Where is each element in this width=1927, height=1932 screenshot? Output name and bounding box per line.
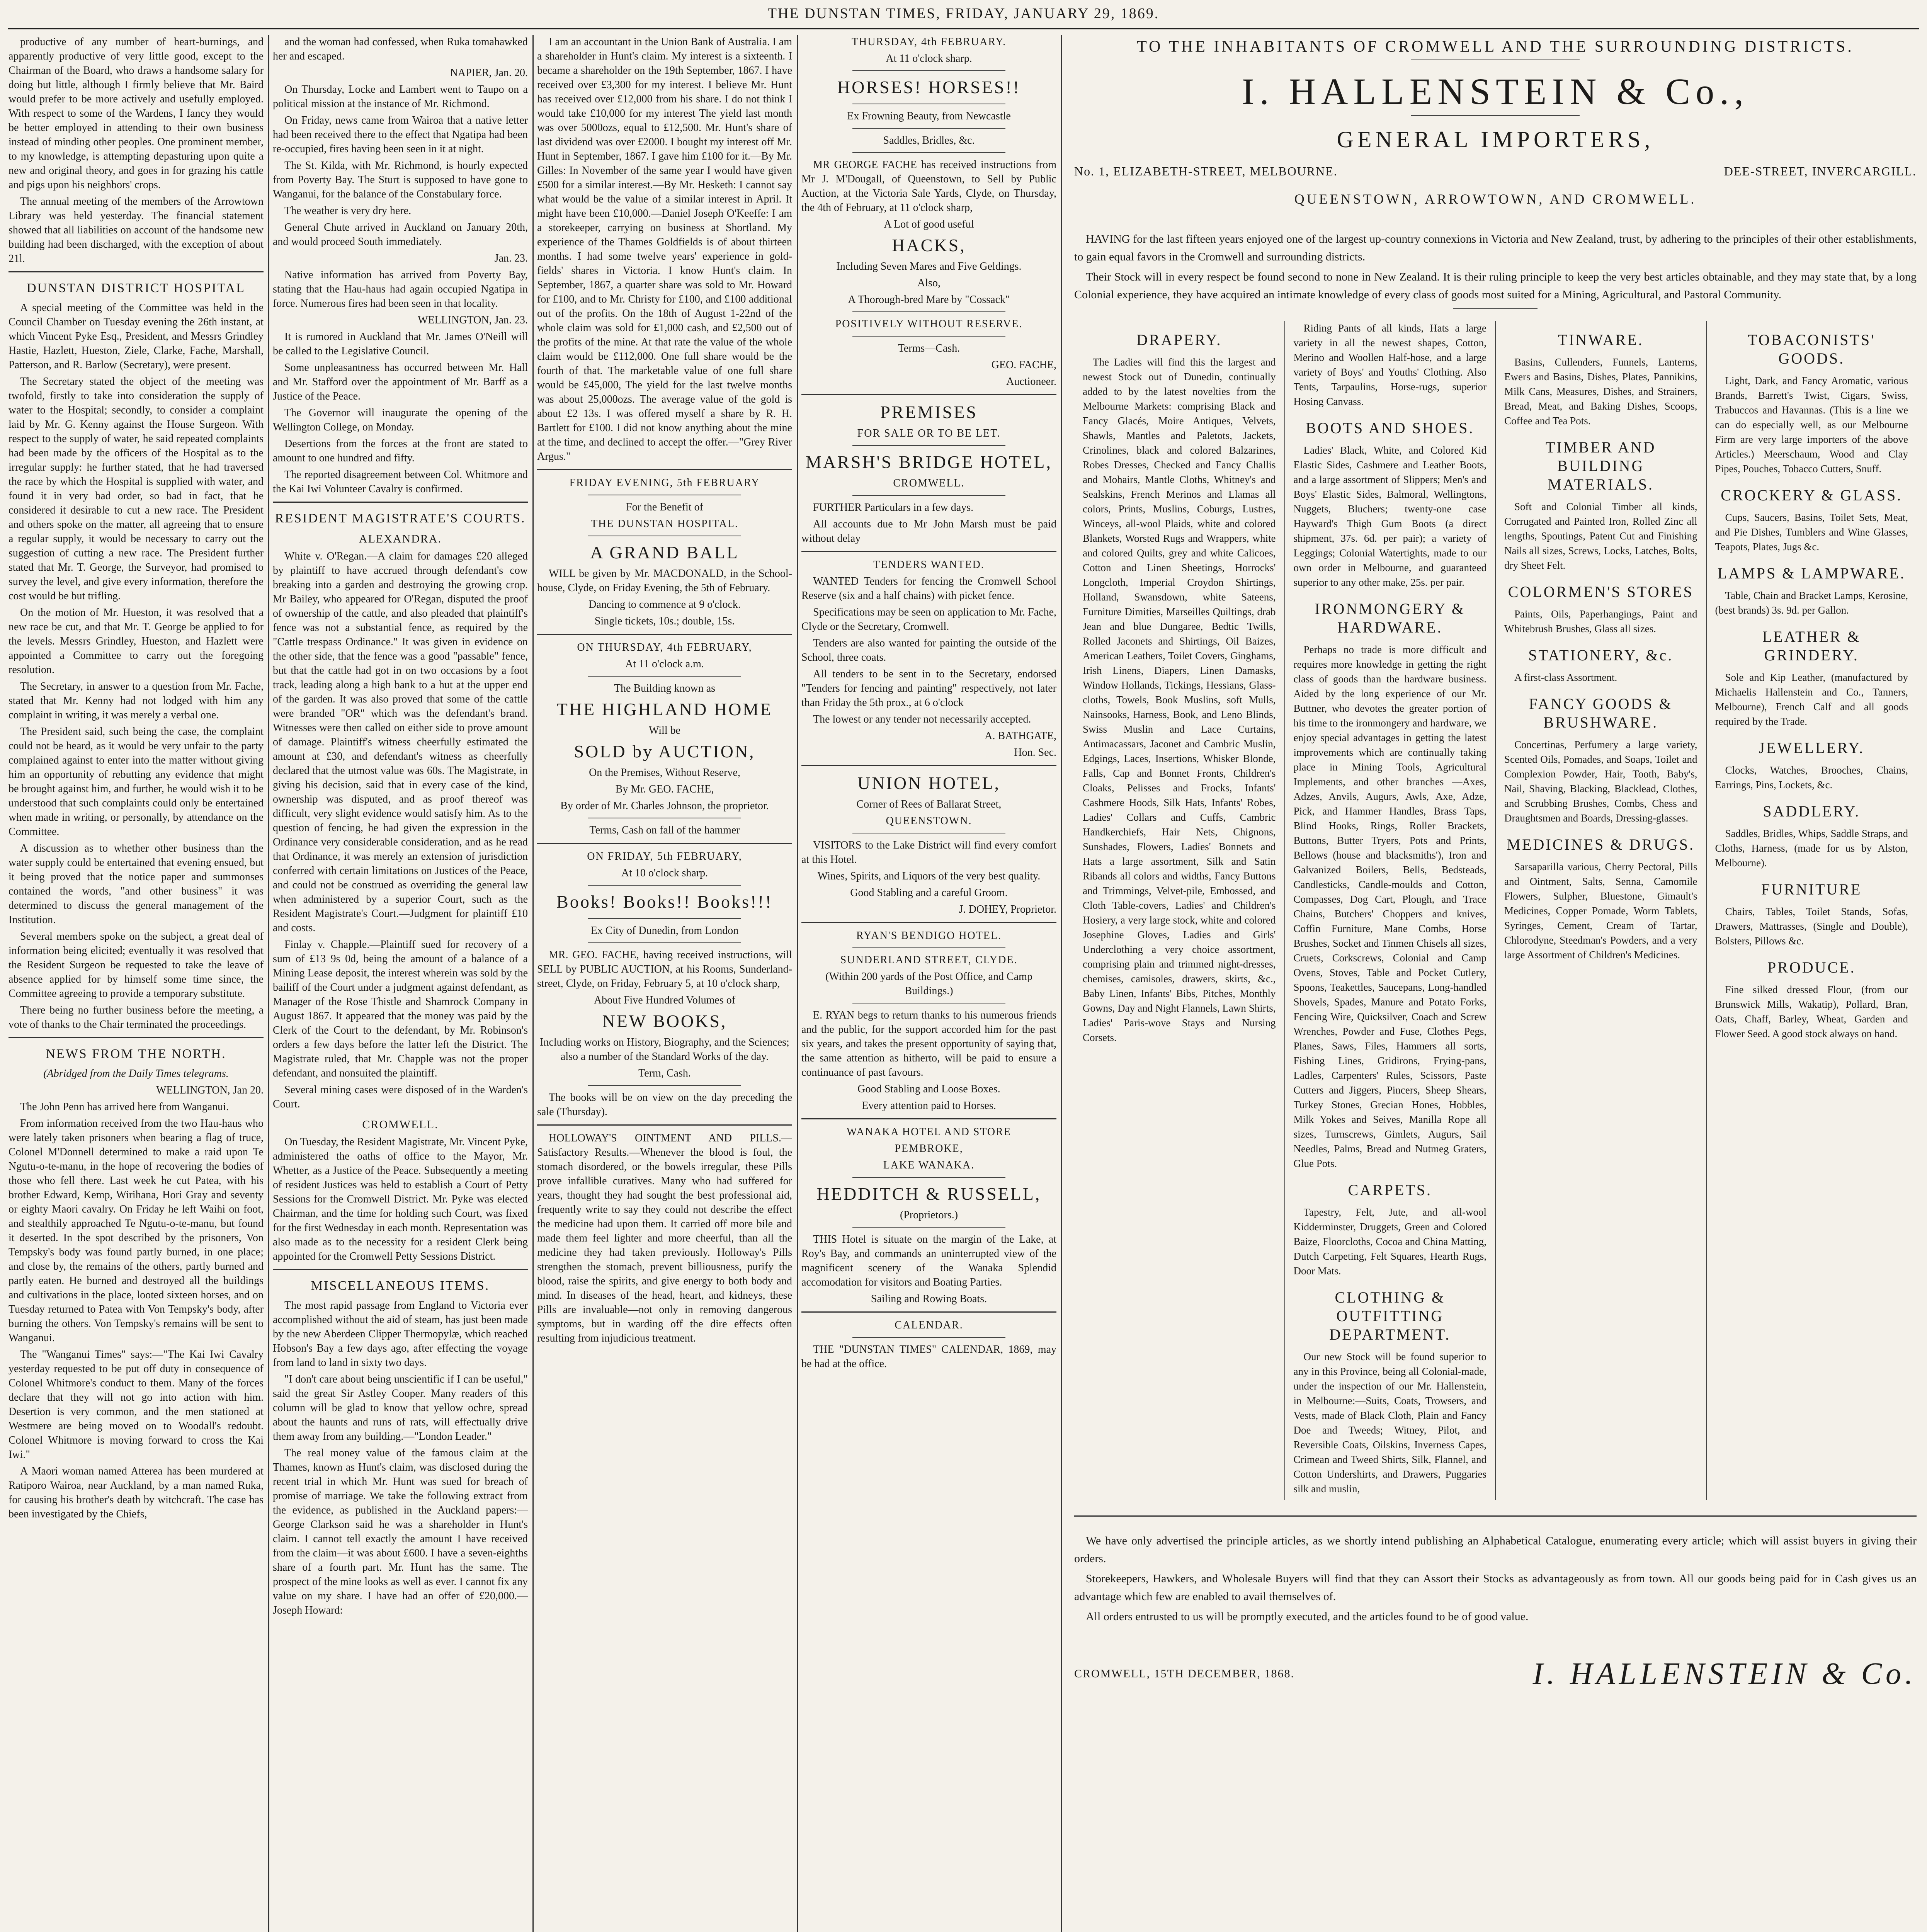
category-text: Saddles, Bridles, Whips, Saddle Straps, and Cloths, Harness, (made for us by Alston, Melbourne). xyxy=(1715,828,1908,869)
notice-line: (Proprietors.) xyxy=(900,1209,958,1221)
notice-body: VISITORS to the Lake District will find every comfort at this Hotel. xyxy=(801,839,1056,866)
notice-line: Ex City of Dunedin, from London xyxy=(590,925,739,937)
divider xyxy=(852,311,1005,312)
category-heading: BOOTS AND SHOES. xyxy=(1306,419,1475,437)
advert-intro: Their Stock will in every respect be found second to none in New Zealand. It is their ruling principle to keep the very best articles obtainable, and they may state that, by a long Colonial experience, they have acquired an intimate knowledge of every class of goods most suited for a Mining, Agricultural, and Pastoral Community. xyxy=(1074,270,1917,301)
notice-signature: GEO. FACHE, xyxy=(991,359,1056,371)
section-title-north: NEWS FROM THE NORTH. xyxy=(46,1047,226,1061)
article-paragraph: On the motion of Mr. Hueston, it was resolved that a new race be cut, and that Mr. T. George be applied to for the levels. Messrs Grindley, Hueston, and Hazlett were appointed a Committee to carry out the foregoing resolution. xyxy=(9,607,264,676)
divider xyxy=(852,1177,1005,1178)
category-text: Sole and Kip Leather, (manufactured by Michaelis Hallenstein and Co., Tanners, Melbourne), French Calf and all goods required by the Trade. xyxy=(1715,672,1908,727)
divider xyxy=(588,918,741,919)
notice-body: E. RYAN begs to return thanks to his numerous friends and the public, for the support accorded him for the past six years, and takes the present opportunity of saying that, the same attention as hitherto, will be paid to ensure a continuance of past favours. xyxy=(801,1009,1056,1078)
notice-title: SOLD by AUCTION, xyxy=(574,742,755,761)
column-rule xyxy=(532,35,534,1932)
category-text: Clocks, Watches, Brooches, Chains, Earrings, Pins, Lockets, &c. xyxy=(1715,764,1908,791)
divider xyxy=(852,1227,1005,1228)
section-title-misc: MISCELLANEOUS ITEMS. xyxy=(311,1279,490,1293)
advert-date: CROMWELL, 15TH DECEMBER, 1868. xyxy=(1074,1667,1294,1680)
category-text: Riding Pants of all kinds, Hats a large variety in all the newest shapes, Cotton, Merino and Woollen Half-hose, and a large variety of Boys' and Youths' Clothing. Also Tents, Tarpaulins, Horse-rugs, superior Hosing Canvass. xyxy=(1293,322,1486,407)
notice-heading: WANAKA HOTEL AND STORE xyxy=(847,1126,1011,1138)
notice-title: HEDDITCH & RUSSELL, xyxy=(816,1184,1041,1204)
divider xyxy=(273,1269,528,1270)
wanaka-hotel-notice xyxy=(801,1125,1056,1306)
divider xyxy=(9,271,264,272)
divider xyxy=(801,1311,1056,1313)
category-heading: MEDICINES & DRUGS. xyxy=(1507,836,1695,853)
category-heading: SADDLERY. xyxy=(1763,803,1861,820)
category-text: Paints, Oils, Paperhangings, Paint and Whitebrush Brushes, Glass all sizes. xyxy=(1504,608,1697,634)
category-heading: IRONMONGERY & HARDWARE. xyxy=(1315,600,1465,636)
article-paragraph: The Secretary stated the object of the meeting was twofold, firstly to take into consideration the supply of water to the Hospital; secondly, to consider a complaint laid by Mr. G. Kenny against the House Surgeon. With respect to the supply of water, he said repeated complaints had been made by the officers of the Hospital as to the irregular supply: he further stated, that he had traversed the race by which the Hospital is supplied with water, and found it in very bad order, so bad in fact, that he considered it desirable to cut a new race. The President and others spoke on the matter, all agreeing that to ensure a regular supply, it would be necessary to carry out the suggestion of cutting a new race. The President further stated that Mr. T. George, the Surveyor, had promised to survey the level, and give every information, therefore the cost would be but trifling. xyxy=(9,376,264,602)
notice-signature: Hon. Sec. xyxy=(1014,747,1056,759)
divider xyxy=(852,445,1005,446)
article-paragraph: A Maori woman named Atterea has been murdered at Ratiporo Wairoa, near Auckland, by a man named Ruka, for causing his brother's death by witchcraft. The case has been investigated by the Chiefs, xyxy=(9,1465,264,1520)
notice-line: Term, Cash. xyxy=(638,1067,691,1079)
notice-heading: CALENDAR. xyxy=(895,1319,963,1331)
divider xyxy=(801,551,1056,552)
category-text: Table, Chain and Bracket Lamps, Kerosine, (best brands) 3s. 9d. per Gallon. xyxy=(1715,590,1908,616)
notice-body: THE "DUNSTAN TIMES" CALENDAR, 1869, may be had at the office. xyxy=(801,1344,1056,1370)
category-text: Basins, Cullenders, Funnels, Lanterns, Ewers and Basins, Dishes, Plates, Pannikins, Milk Cans, Measures, Dishes, and Strainers, Bread, Meat, and Baking Dishes, Scoops, Coffee and Tea Pots. xyxy=(1504,356,1697,427)
divider xyxy=(852,495,1005,496)
masthead-rule xyxy=(8,28,1919,29)
calendar-notice xyxy=(801,1318,1056,1371)
notice-line: Good Stabling and Loose Boxes. xyxy=(857,1083,1000,1095)
article-paragraph: There being no further business before the meeting, a vote of thanks to the Chair terminated the proceedings. xyxy=(9,1004,264,1031)
advert-signature-row xyxy=(1074,1656,1917,1691)
notice-line: CROMWELL. xyxy=(893,477,965,489)
notice-line: Sailing and Rowing Boats. xyxy=(871,1293,987,1305)
article-paragraph: The "Wanganui Times" says:—"The Kai Iwi Cavalry yesterday requested to be put off duty in consequence of Colonel Whitmore's conduct to them. Many of the forces declare that they will not go into action with him. Desertion is very common, and the men stationed at Westmere are being moved on to Woodall's redoubt. Colonel Whitmore is moving forward to cross the Kai Iwi." xyxy=(9,1349,264,1461)
column-rule xyxy=(797,35,798,1932)
article-paragraph: The President said, such being the case, the complaint could not be heard, as it would be very unfair to the party complained against to enter into the matter without giving him an opportunity of rebutting any evidence that might be brought against him, and further, he would wish it to be understood that such complaints could only be entertained when made in writing, or personally, by attendance on the Committee. xyxy=(9,726,264,838)
subsection-title: ALEXANDRA. xyxy=(359,532,442,545)
column-1 xyxy=(9,35,264,1932)
article-paragraph: The weather is very dry here. xyxy=(284,205,412,217)
auction-notice-horses xyxy=(801,35,1056,389)
subsection-title: CROMWELL. xyxy=(362,1118,439,1131)
notice-line: Terms, Cash on fall of the hammer xyxy=(589,824,740,836)
notice-line: PEMBROKE, xyxy=(895,1143,963,1155)
article-paragraph: Several mining cases were disposed of in the Warden's Court. xyxy=(273,1084,528,1110)
notice-line: LAKE WANAKA. xyxy=(883,1159,975,1171)
ryans-hotel-notice xyxy=(801,929,1056,1113)
notice-title: A GRAND BALL xyxy=(590,543,739,562)
notice-line: Wines, Spirits, and Liquors of the very best quality. xyxy=(817,870,1041,882)
notice-line: Good Stabling and a careful Groom. xyxy=(850,887,1008,899)
notice-body: THIS Hotel is situate on the margin of the Lake, at Roy's Bay, and commands an uninterrupted view of the magnificent scenery of the Wanaka Splendid accomodation for visitors and Boating Parties. xyxy=(801,1233,1056,1288)
notice-title: MARSH'S BRIDGE HOTEL, xyxy=(806,452,1052,472)
category-text: Soft and Colonial Timber all kinds, Corrugated and Painted Iron, Rolled Zinc all lengths, Spoutings, Patent Cut and Finishing Nails all sizes, Screws, Locks, Latches, Bolts, dry Sheet Felt. xyxy=(1504,501,1697,571)
advert-signature: I. HALLENSTEIN & Co. xyxy=(1532,1657,1917,1691)
section-title-courts: RESIDENT MAGISTRATE'S COURTS. xyxy=(275,511,526,526)
article-paragraph: Native information has arrived from Poverty Bay, stating that the Hau-haus had again occupied Ngatipa in force. Numerous fires had been seen in that locality. xyxy=(273,269,528,310)
notice-line: Will be xyxy=(648,724,681,736)
advert-column-3 xyxy=(1495,321,1706,1500)
notice-line: QUEENSTOWN. xyxy=(886,815,972,827)
notice-body: The books will be on view on the day preceding the sale (Thursday). xyxy=(537,1092,792,1118)
notice-line: FOR SALE OR TO BE LET. xyxy=(857,427,1001,439)
union-hotel-notice xyxy=(801,772,1056,917)
notice-title: HORSES! HORSES!! xyxy=(837,77,1021,97)
notice-heading: TENDERS WANTED. xyxy=(873,559,985,571)
article-paragraph: A special meeting of the Committee was held in the Council Chamber on Tuesday evening the 26th instant, at which Vincent Pyke Esq., President, and Messrs Grindley Hastie, Hazlett, Hueston, Ziele, Clarke, Fache, Marshall, Patterson, and R. Barlow (Secretary), were present. xyxy=(9,302,264,371)
divider xyxy=(1411,115,1580,116)
address-invercargill: DEE-STREET, INVERCARGILL. xyxy=(1724,164,1917,178)
column-rule xyxy=(1061,35,1062,1932)
article-paragraph: The reported disagreement between Col. Whitmore and the Kai Iwi Volunteer Cavalry is confirmed. xyxy=(273,469,528,495)
category-heading: PRODUCE. xyxy=(1767,959,1856,976)
advert-towns: QUEENSTOWN, ARROWTOWN, AND CROMWELL. xyxy=(1294,191,1697,207)
dateline: NAPIER, Jan. 20. xyxy=(450,67,528,79)
notice-line: Terms—Cash. xyxy=(898,342,960,354)
article-paragraph: I am an accountant in the Union Bank of Australia. I am a shareholder in Hunt's claim. My interest is a sixteenth. I became a shareholder on the 19th September, 1867. I have received over £3,300 for my interest. I believe Mr. Hunt has received over £12,000 from his share. I do not think I would take £10,000 for my interest The yield last month was over 5000ozs, equal to £12,500. Mr. Hunt's share of last dividend was over £2000. I bought my interest off Mr. Hunt in September, 1867. I gave him £100 for it.—By Mr. Gilles: In November of the same year I would have given £500 for a similar interest.—By Mr. Hesketh: I cannot say what would be the value of a similar interest in April. It might have been £10,000.—Daniel Joseph O'Keeffe: I am a storekeeper, carrying on business at Shortland. My experience of the Thames Goldfields is of about thirteen months. I had some twelve years' experience in gold-fields' shares in Victoria. I know Hunt's claim. In September, 1867, a quarter share was sold to Mr. Howard for £100, and to Mr. Christy for £100, and £100 additional out of the profits. On the 18th of August 1-22nd of the whole claim was sold for £1,000 cash, and £2,500 out of the profits of the mine. At that rate the value of the whole claim would be £112,000. One full share would be the fourth of that. The marketable value of one full share would be £45,000, The yield for the last twelve months was about 25,000ozs. The average value of the gold is about £2 13s. I was offered myself a share by R. H. Bartlett for £100. I did not know anything about the mine at the time, and declined to accept the offer.—"Grey River Argus." xyxy=(537,36,792,463)
holloway-advert: HOLLOWAY'S OINTMENT AND PILLS.—Satisfactory Results.—Whenever the blood is foul, the stomach disordered, or the bowels irregular, these Pills prove infallible curatives. Many who had suffered for years, thought they had sought the best professional aid, frequently write to say they could not describe the effect the medicine had upon them. It carried off more bile and made them feel lighter and more cheerful, than all the medicine they had taken previously. Holloway's Pills strengthen the stomach, prevent billiousness, purify the blood, raise the spirits, and give energy to both body and mind. In diseases of the head, heart, and kidneys, these Pills are invaluable—not only in removing dangerous symptoms, but in warding off the dire effects often resulting from injudicious treatment. xyxy=(537,1132,792,1344)
notice-body: All tenders to be sent in to the Secretary, endorsed "Tenders for fencing and painting" respectively, not later than Friday the 5th prox., at 6 o'clock xyxy=(801,668,1056,709)
notice-heading: ON THURSDAY, 4th FEBRUARY, xyxy=(577,641,752,653)
article-paragraph: The John Penn has arrived here from Wanganui. xyxy=(20,1101,229,1113)
category-text: Concertinas, Perfumery a large variety, Scented Oils, Pomades, and Soaps, Toilet and Complexion Powder, Hair, Tooth, Baby's, Nail, Shaving, Blacking, Blacklead, Clothes, and Scrubbing Brushes, Combs, Chess and Draughtsmen and Boards, Dressing-glasses. xyxy=(1504,739,1697,824)
notice-body: WANTED Tenders for fencing the Cromwell School Reserve (six and a half chains) with picket fence. xyxy=(801,575,1056,602)
article-paragraph: Some unpleasantness has occurred between Mr. Hall and Mr. Stafford over the appointment of Mr. Barff as a Justice of the Peace. xyxy=(273,362,528,402)
notice-body: MR. GEO. FACHE, having received instructions, will SELL by PUBLIC AUCTION, at his Rooms, Sunderland-street, Clyde, on Friday, February 5, at 10 o'clock sharp, xyxy=(537,949,792,990)
notice-line: At 11 o'clock a.m. xyxy=(625,658,704,670)
notice-body: Tenders are also wanted for painting the outside of the School, three coats. xyxy=(801,637,1056,663)
category-heading: DRAPERY. xyxy=(1136,331,1222,349)
notice-title: THE HIGHLAND HOME xyxy=(556,699,773,719)
advert-closing: We have only advertised the principle articles, as we shortly intend publishing an Alphabetical Catalogue, enumerating every article; which will assist buyers in giving their orders. xyxy=(1074,1534,1917,1565)
divider xyxy=(9,1037,264,1038)
advert-title: TO THE INHABITANTS OF CROMWELL AND THE SURROUNDING DISTRICTS. xyxy=(1137,38,1854,56)
category-text: Sarsaparilla various, Cherry Pectoral, Pills and Ointment, Salts, Senna, Camomile Flowers, Sulpher, Bluestone, Gimault's Medicines, Copper Pomade, Worm Tablets, Syringes, Cement, Cream of Tartar, Chlorodyne, Steedman's Powders, and a very large Assortment of Children's Medicines. xyxy=(1504,861,1697,961)
article-paragraph: Several members spoke on the subject, a great deal of information being elicited; eventually it was resolved that the Resident Surgeon be requested to take the leave of absence applied for by himself some time since, the Committee agreeing to provide a temporary substitute. xyxy=(9,930,264,1000)
masthead: THE DUNSTAN TIMES, FRIDAY, JANUARY 29, 1869. xyxy=(767,5,1160,22)
divider xyxy=(1074,1515,1917,1517)
category-heading: STATIONERY, &c. xyxy=(1528,646,1674,664)
category-text: Tapestry, Felt, Jute, and all-wool Kidderminster, Druggets, Green and Colored Baize, Floorcloths, Cocoa and China Matting, Dutch Carpeting, Felt Squares, Hearth Rugs, Door Mats. xyxy=(1293,1206,1486,1277)
divider xyxy=(852,70,1005,71)
article-paragraph: The St. Kilda, with Mr. Richmond, is hourly expected from Poverty Bay. The Sturt is supposed to have gone to Wanganui, for the balance of the Constabulary force. xyxy=(273,160,528,200)
divider xyxy=(588,1085,741,1086)
advert-subtitle: GENERAL IMPORTERS, xyxy=(1337,127,1654,152)
dateline: WELLINGTON, Jan 20. xyxy=(156,1084,264,1096)
divider xyxy=(852,128,1005,129)
notice-line: The Building known as xyxy=(614,682,716,694)
notice-line: For the Benefit of xyxy=(626,501,703,513)
article-paragraph: "I don't care about being unscientific if I can be useful," said the great Sir Astley Cooper. Many readers of this column will be glad to know that yellow ochre, spread about the haunts and runs of rats, will effectually drive them away from any building.—"London Leader." xyxy=(273,1373,528,1442)
category-text: The Ladies will find this the largest and newest Stock out of Dunedin, continually added to by the latest novelties from the Melbourne Markets: comprising Black and Fancy Glacés, Moire Antiques, Velvets, Shawls, Mantles and Paletots, Jackets, Crinolines, black and colored Balzarines, Robes Dresses, Checked and Fancy Challis and Mohairs, Mantle Cloths, Whitney's and Sealskins, French Merinos and Llamas all colors, Prints, Muslins, Coburgs, Lustres, Winceys, all-wool Plaids, white and colored Blankets, Worsted Rugs and Wrappers, white and colored Quilts, grey and white Calicoes, Cotton and Linen Sheetings, Horrocks' Longcloth, Imperial Croydon Shirtings, Holland, Swansdown, white Sateens, Furniture Dimities, Marseilles Quiltings, drab Jean and blue Dungaree, Bedtic Twills, Rolled Jaconets and Shirtings, Oil Baizes, American Leathers, Toilet Covers, Ginghams, Irish Linens, Diapers, Linen Damasks, Window Hollands, Tickings, Hessians, Glass-cloths, Towels, Book Muslins, soft Mulls, Nainsooks, Harness, Book, and Leno Blinds, Swiss Muslin and Lace Curtains, Antimacassars, Jaconet and Cambric Muslin, Edgings, Laces, Insertions, Whisker Blonde, Falls, Cap and Bonnet Fronts, Children's Cloaks, Pelisses and Frocks, Infants' Cashmere Hoods, Silk Hats, Infants' Robes, Ladies' Collars and Cuffs, Cambric Handkerchiefs, Hair Nets, Chignons, Sunshades, Flowers, Ladies' Bonnets and Hats a large assortment, Silk and Satin Ribands all colors and widths, Fancy Buttons and Trimmings, Velvet-pile, Embossed, and Cloth Table-covers, Ladies' and Children's Hosiery, a very large stock, white and colored Josephine Gloves, Ladies and Girls' Underclothing a very choice assortment, comprising plain and trimmed night-dresses, chemises, camisoles, drawers, skirts, &c., Baby Linen, Infants' Bibs, Pitches, Monthly Gowns, Day and Night Flannels, Lawn Shirts, Ladies' Paris-wove Stays and Nursing Corsets. xyxy=(1083,356,1276,1043)
advert-column-1 xyxy=(1074,321,1284,1500)
auction-notice-books xyxy=(537,849,792,1119)
article-paragraph: Desertions from the forces at the front are stated to amount to one hundred and fifty. xyxy=(273,438,528,464)
ball-notice xyxy=(537,476,792,628)
category-text: Ladies' Black, White, and Colored Kid Elastic Sides, Cashmere and Leather Boots, and a large assortment of Slippers; Men's and Boys' Elastic Sides, Balmoral, Wellingtons, Nuggets, Bluchers; twenty-one case Hayward's Thigh Gum Boots (a direct shipment, 37s. 6d. per pair); a variety of Leggings; Colonial Watertights, made to our own order in Melbourne, and guaranteed superior to any other make, 25s. per pair. xyxy=(1293,444,1486,588)
divider xyxy=(537,1124,792,1126)
notice-title: HACKS, xyxy=(892,235,966,255)
article-paragraph: White v. O'Regan.—A claim for damages £20 alleged by plaintiff to have accrued through defendant's cow breaking into a garden and destroying the growing crop. Mr Bailey, who appeared for O'Regan, disputed the proof of ownership of the cattle, and also pleaded that plaintiff's fence was not a substantial fence, as required by the "Cattle trespass Ordinance." It was given in evidence on the other side, that the fence was a good "passable" fence, but that the cattle had got in on two occasions by a foot track, leading along a high bank to a hut at the upper end of the garden. It was also proved that some of the cattle were branded "OR" which was the defendant's brand. Witnesses were then called on either side to prove amount of damage. Plaintiff's witness cheerfully estimated the amount at £30, and defendant's witness as cheerfully declared that the utmost value was 60s. The Magistrate, in giving his decision, said that in every case of the kind, ownership was disputed, and as proof thereof was difficult, very slight evidence would satisfy him. As to the question of fencing, he had given the expression in the Ordinance very considerable consideration, and as he read that Ordinance, it was merely an extension of jurisdiction conferred with certain limitations on Justices of the Peace, and could not be construed as overriding the general law when administered by a superior Court, such as the Resident Magistrate's Court.—Judgment for plaintiff £10 and costs. xyxy=(273,550,528,934)
category-text: Fine silked dressed Flour, (from our Brunswick Mills, Wakatip), Pollard, Bran, Oats, Chaff, Barley, Wheat, Garden and Flower Seed. A good stock always on hand. xyxy=(1715,984,1908,1039)
advert-column-2 xyxy=(1284,321,1495,1500)
article-paragraph: A discussion as to whether other business than the water supply could be entertained that evening ensued, but it being proved that the notice paper and summonses contained the words, "and other business" it was determined to discuss the general management of the Institution. xyxy=(9,842,264,926)
category-heading: TIMBER AND BUILDING MATERIALS. xyxy=(1545,439,1656,493)
notice-signature: A. BATHGATE, xyxy=(985,730,1056,742)
category-text: Light, Dark, and Fancy Aromatic, various Brands, Barrett's Twist, Cigars, Swiss, Trabuccos and Havannas. (This is a line we can do especially well, as our Melbourne Firm are very large importers of the above Articles.) Meerschaum, Wood and Clay Pipes, Pouches, Tobacco Cutters, Snuff. xyxy=(1715,375,1908,474)
category-heading: FANCY GOODS & BRUSHWARE. xyxy=(1529,695,1673,731)
column-2 xyxy=(273,35,528,1932)
notice-line: Including Seven Mares and Five Geldings. xyxy=(836,260,1022,272)
notice-line: Single tickets, 10s.; double, 15s. xyxy=(594,615,735,627)
advert-closing: Storekeepers, Hawkers, and Wholesale Buyers will find that they can Assort their Stocks as advantageously as from town. All our goods being paid for in Cash gives us an advantage which few are enabled to avail themselves of. xyxy=(1074,1572,1917,1603)
notice-line: About Five Hundred Volumes of xyxy=(594,994,736,1006)
advert-column-4 xyxy=(1706,321,1917,1500)
article-paragraph: The Governor will inaugurate the opening of the Wellington College, on Monday. xyxy=(273,407,528,433)
auction-notice-highland-home xyxy=(537,640,792,837)
article-paragraph: productive of any number of heart-burnings, and apparently productive of very little good, except to the Chairman of the Board, who draws a handsome salary for doing but little, although I firmly believe that Mr. Baird would prefer to be more actively and usefully employed. With respect to some of the Wardens, I fancy they would be better employed in attending to their own business instead of minding other peoples. One prominent member, to my knowledge, is attempting depasturing upon quite a new and original theory, and goes in for grazing his cattle and pigs upon his neighbors' crops. xyxy=(9,36,264,191)
category-heading: JEWELLERY. xyxy=(1759,739,1865,757)
divider xyxy=(537,634,792,635)
divider xyxy=(537,469,792,470)
column-rule xyxy=(268,35,269,1932)
article-paragraph: The most rapid passage from England to Victoria ever accomplished without the aid of steam, has just been made by the new Aberdeen Clipper Thermopylæ, which reached Hobson's Bay a few days ago, after effecting the voyage from land to land in sixty two days. xyxy=(273,1299,528,1369)
divider xyxy=(852,947,1005,948)
notice-line: Corner of Rees of Ballarat Street, xyxy=(856,798,1002,810)
dateline: Jan. 23. xyxy=(494,252,528,264)
category-text: Our new Stock will be found superior to any in this Province, being all Colonial-made, under the inspection of our Mr. Hallenstein, in Melbourne:—Suits, Coats, Trowsers, and Vests, made of Black Cloth, Plain and Fancy Doe and Tweeds; Witney, Pilot, and Reversible Coats, Oilskins, Inverness Capes, Crimean and Tweed Shirts, Silk, Flannel, and Cotton Undershirts, and Drawers, Puggaries silk and muslin, xyxy=(1293,1351,1486,1495)
notice-signature: Auctioneer. xyxy=(1006,376,1056,388)
article-paragraph: The annual meeting of the members of the Arrowtown Library was held yesterday. The financial statement showed that all liabilities on account of the handsome new building had been discharged, with the exception of about 21l. xyxy=(9,196,264,265)
article-paragraph: From information received from the two Hau-haus who were lately taken prisoners when bearing a flag of truce, Colonel M'Donnell determined to make a raid upon Te Ngutu-o-te-manu, in the hope of recovering the bodies of those who fell there. Last week he cut Patea, with his brother Edward, Kemp, Wirihana, Hori Gray and seventy or eighty Maori cavalry. On Friday he left Waihi on foot, and stealthily approached Te Ngutu-o-te-manu, but found it deserted. In the spot described by the prisoners, Von Tempsky's body was found partly burned, in one place; and close by, the remains of the others, partly burned and partly eaten. He burned and destroyed all the buildings and cultivations in the place, looted sixteen horses, and on Tuesday returned to Patea with Von Tempsky's body, after burning the others. Von Tempsky's remains will be sent to Wanganui. xyxy=(9,1117,264,1344)
divider xyxy=(1453,308,1538,309)
notice-line: Including works on History, Biography, and the Sciences; also a number of the Standard Works of the day. xyxy=(540,1036,789,1063)
notice-line: Dancing to commence at 9 o'clock. xyxy=(588,599,741,611)
notice-line: Also, xyxy=(917,277,941,289)
divider xyxy=(801,394,1056,395)
notice-line: POSITIVELY WITHOUT RESERVE. xyxy=(835,318,1023,330)
notice-line: (Within 200 yards of the Post Office, and Camp Buildings.) xyxy=(825,971,1032,997)
category-heading: CROCKERY & GLASS. xyxy=(1721,486,1903,504)
article-paragraph: The real money value of the famous claim at the Thames, known as Hunt's claim, was disclosed during the recent trial in which Mr. Hunt was sued for breach of promise of marriage. We take the following extract from the evidence, as published in the Auckland papers:—George Clarkson said he was a shareholder in Hunt's claim. I cannot tell exactly the amount I have received from the claim—it was about £600. I have a seven-eighths share of a fourth part. Mr. Hunt has the same. The prospect of the mine looks as well as ever. I cannot fix any value on my share. I have had an offer of £20,000.—Joseph Howard: xyxy=(273,1447,528,1616)
notice-body: WILL be given by Mr. MACDONALD, in the School-house, Clyde, on Friday Evening, the 5th of February. xyxy=(537,568,792,594)
category-heading: FURNITURE xyxy=(1761,881,1862,898)
category-heading: LEATHER & GRINDERY. xyxy=(1762,628,1861,664)
article-paragraph: On Friday, news came from Wairoa that a native letter had been received there to the effect that Ngatipa had been re-occupied, fires having been seen in it at night. xyxy=(273,114,528,155)
notice-body: Specifications may be seen on application to Mr. Fache, Clyde or the Secretary, Cromwell. xyxy=(801,606,1056,633)
category-heading: LAMPS & LAMPWARE. xyxy=(1717,565,1906,582)
divider xyxy=(588,676,741,677)
divider xyxy=(588,885,741,886)
advert-addresses xyxy=(1074,163,1917,179)
notice-line: A Lot of good useful xyxy=(884,218,974,230)
notice-signature: J. DOHEY, Proprietor. xyxy=(959,903,1056,915)
notice-title: PREMISES xyxy=(880,402,978,422)
notice-body: MR GEORGE FACHE has received instructions from Mr J. M'Dougall, of Queenstown, to Sell by Public Auction, at the Victoria Sale Yards, Clyde, on Thursday, the 4th of February, at 11 o'clock sharp, xyxy=(801,159,1056,214)
article-paragraph: The Secretary, in answer to a question from Mr. Fache, stated that Mr. Kenny had not lodged with him any complaint in writing, it was merely a verbal one. xyxy=(9,680,264,721)
notice-heading: THURSDAY, 4th FEBRUARY. xyxy=(851,36,1007,48)
advert-closing: All orders entrusted to us will be promptly executed, and the articles found to be of good value. xyxy=(1086,1610,1529,1623)
article-paragraph: Finlay v. Chapple.—Plaintiff sued for recovery of a sum of £13 9s 0d, being the amount of a balance of a Mining Lease deposit, the interest wherein was sold by the bailiff of the Court under a judgment against defendant, as Manager of the Rose Thistle and Shamrock Company in August 1867. It appeared that the money was paid by the Clerk of the Court to the defendant, by Mr. Robinson's orders a few days before the latter left the District. The Magistrate ruled, that Mr. Chapple was not the proper defendant, and nonsuited the plaintiff. xyxy=(273,939,528,1079)
notice-line: Saddles, Bridles, &c. xyxy=(883,134,975,146)
category-text: A first-class Assortment. xyxy=(1514,672,1617,683)
divider xyxy=(852,1337,1005,1338)
notice-line: Every attention paid to Horses. xyxy=(862,1100,996,1112)
notice-line: THE DUNSTAN HOSPITAL. xyxy=(590,518,739,530)
divider xyxy=(588,942,741,943)
divider xyxy=(273,502,528,503)
divider xyxy=(801,922,1056,923)
category-text: Chairs, Tables, Toilet Stands, Sofas, Drawers, Mattrasses, (Single and Double), Bolsters, Pillows &c. xyxy=(1715,906,1908,947)
notice-line: A Thorough-bred Mare by "Cossack" xyxy=(848,294,1010,306)
tenders-notice xyxy=(801,558,1056,760)
notice-title: NEW BOOKS, xyxy=(602,1011,727,1031)
article-paragraph: On Tuesday, the Resident Magistrate, Mr. Vincent Pyke, administered the oaths of office to the Mayor, Mr. Whetter, as a Justice of the Peace. Subsequently a meeting of resident Justices was held to establish a Court of Petty Sessions for the Cromwell District. Mr. Pyke was elected Chairman, and the time for holding such Court, was fixed for the first Wednesday in each month. Representation was also made as to the necessity for a resident Clerk being appointed for the Cromwell Petty Sessions District. xyxy=(273,1136,528,1262)
notice-line: Ex Frowning Beauty, from Newcastle xyxy=(847,110,1011,122)
notice-heading: FRIDAY EVENING, 5th FEBRUARY xyxy=(569,477,760,489)
advert-company-name: I. HALLENSTEIN & Co., xyxy=(1242,71,1749,112)
premises-notice xyxy=(801,401,1056,546)
article-paragraph: and the woman had confessed, when Ruka tomahawked her and escaped. xyxy=(273,36,528,62)
category-heading: COLORMEN'S STORES xyxy=(1508,583,1694,600)
notice-line: On the Premises, Without Reserve, xyxy=(589,767,740,779)
notice-line: At 11 o'clock sharp. xyxy=(886,53,972,65)
hallenstein-advertisement xyxy=(1074,35,1917,1932)
notice-body: The lowest or any tender not necessarily accepted. xyxy=(813,713,1031,725)
notice-line: At 10 o'clock sharp. xyxy=(621,867,708,879)
column-4 xyxy=(801,35,1056,1932)
divider xyxy=(537,843,792,844)
notice-line: By order of Mr. Charles Johnson, the proprietor. xyxy=(560,800,769,812)
section-title-hospital: DUNSTAN DISTRICT HOSPITAL xyxy=(27,281,245,295)
notice-body: FURTHER Particulars in a few days. xyxy=(813,502,974,514)
advert-columns xyxy=(1074,321,1917,1500)
notice-title: Books! Books!! Books!!! xyxy=(556,892,773,912)
column-3 xyxy=(537,35,792,1932)
notice-body: All accounts due to Mr John Marsh must be paid without delay xyxy=(801,518,1056,544)
notice-title: UNION HOTEL, xyxy=(857,773,1000,793)
divider xyxy=(852,336,1005,337)
category-heading: TINWARE. xyxy=(1558,331,1644,349)
article-paragraph: General Chute arrived in Auckland on January 20th, and would proceed South immediately. xyxy=(273,221,528,248)
divider xyxy=(801,765,1056,766)
notice-heading: ON FRIDAY, 5th FEBRUARY, xyxy=(587,850,742,862)
dateline: WELLINGTON, Jan. 23. xyxy=(418,314,528,326)
category-heading: TOBACONISTS' GOODS. xyxy=(1748,331,1876,367)
notice-line: By Mr. GEO. FACHE, xyxy=(615,783,714,795)
article-paragraph: It is rumored in Auckland that Mr. James O'Neill will be called to the Legislative Council. xyxy=(273,331,528,357)
advert-intro: HAVING for the last fifteen years enjoyed one of the largest up-country connexions in Victoria and New Zealand, trust, by adhering to the principles of their other establishments, to gain equal favors in the Cromwell and surrounding districts. xyxy=(1074,233,1917,263)
category-heading: CARPETS. xyxy=(1348,1181,1432,1199)
divider xyxy=(801,1118,1056,1119)
category-heading: CLOTHING & OUTFITTING DEPARTMENT. xyxy=(1329,1289,1451,1343)
divider xyxy=(852,152,1005,153)
section-subtitle: (Abridged from the Daily Times telegrams. xyxy=(43,1068,229,1080)
category-text: Cups, Saucers, Basins, Toilet Sets, Meat, and Pie Dishes, Tumblers and Wine Glasses, Teapots, Plates, Jugs &c. xyxy=(1715,512,1908,553)
notice-line: SUNDERLAND STREET, CLYDE. xyxy=(840,954,1018,966)
notice-heading: RYAN'S BENDIGO HOTEL. xyxy=(856,930,1002,942)
category-text: Perhaps no trade is more difficult and requires more knowledge in getting the right class of goods than the hardware business. Aided by the long experience of our Mr. Buttner, who devotes the greater portion of his time to the ironmongery and hardware, we enjoy special advantages in getting the latest improvements which are continually taking place in Mining Tools, Agricultural Implements, and other branches —Axes, Adzes, Anvils, Augurs, Awls, Axe, Adze, Pick, and Hammer Handles, Brass Taps, Blind Hooks, Rings, Roller Brackets, Buttons, Butter Tryers, Pots and Prints, Bellows (house and blacksmiths'), Iron and Galvanized Boilers, Bells, Bedsteads, Candlesticks, Candle-moulds and Cotton, Compasses, Dog Cart, Plough, and Trace Chains, Butchers' Choppers and knives, Coffin Furniture, Mane Combs, Horse Brushes, Socket and Tinmen Chisels all sizes, Cruets, Corkscrews, Colonial and Camp Ovens, Stoves, Table and Pocket Cutlery, Spoons, Teakettles, Saucepans, Long-handled Shovels, Spades, Manure and Potato Forks, Fencing Wire, Quicksilver, Coach and Screw Wrenches, Powder and Fuse, Clothes Pegs, Planes, Saws, Files, Hammers all sorts, Fishing Lines, Gridirons, Frying-pans, Ladles, Carpenters' Rules, Scissors, Paste Cutters and Jiggers, Pincers, Sheep Shears, Turkey Stones, Grecian Hones, Hobbles, Milk Yokes and Seives, Manilla Rope all sizes, Turnscrews, Gimlets, Augurs, Sail Needles, Palms, Bread and Nutmeg Graters, Glue Pots. xyxy=(1293,644,1486,1169)
address-melbourne: No. 1, ELIZABETH-STREET, MELBOURNE. xyxy=(1074,164,1338,178)
article-paragraph: On Thursday, Locke and Lambert went to Taupo on a political mission at the instance of Mr. Richmond. xyxy=(273,83,528,110)
